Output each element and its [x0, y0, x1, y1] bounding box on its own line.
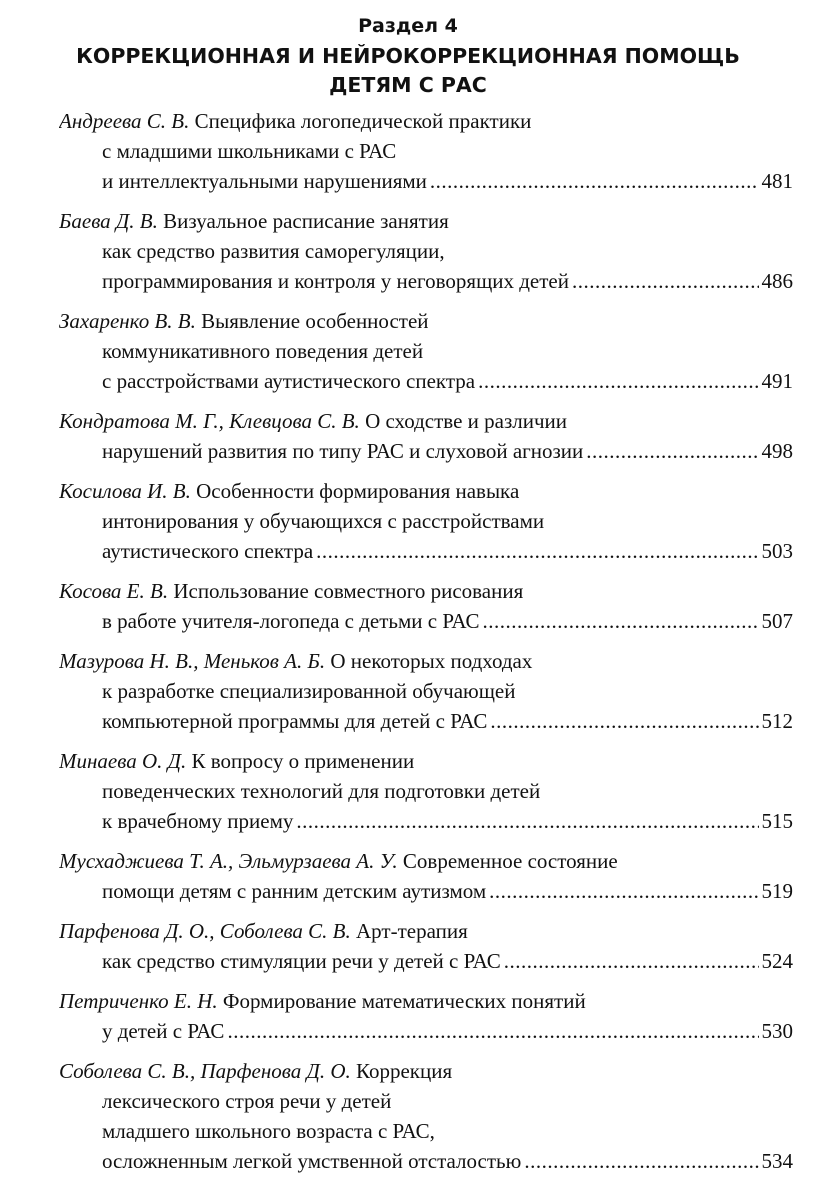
entry-authors: Мазурова Н. В., Меньков А. Б. [59, 649, 326, 673]
entry-authors: Минаева О. Д. [59, 749, 187, 773]
entry-page-number: 512 [761, 709, 793, 733]
entry-title-start: О некоторых подходах [330, 649, 533, 673]
entry-title-start: Визуальное расписание занятия [163, 209, 449, 233]
entry-title-line: лексического строя речи у детей [102, 1089, 392, 1113]
toc-entry-first-line [59, 106, 793, 136]
entry-authors: Парфенова Д. О., Соболева С. В. [59, 919, 351, 943]
entry-title-end: программирования и контроля у неговорящих детей [102, 269, 569, 293]
entry-title-start: Современное состояние [402, 849, 618, 873]
entry-title-line: поведенческих технологий для подготовки детей [102, 779, 541, 803]
entry-page-number: 519 [761, 879, 793, 903]
entry-page-number: 481 [761, 169, 793, 193]
dot-leader [586, 436, 758, 466]
toc-entry-last-line [59, 436, 793, 466]
entry-page-number: 530 [761, 1019, 793, 1043]
toc-entry-last-line [59, 266, 793, 296]
entry-title-start: К вопросу о применении [191, 749, 415, 773]
entry-title-start: О сходстве и различии [365, 409, 568, 433]
entry-authors: Петриченко Е. Н. [59, 989, 218, 1013]
entry-authors: Соболева С. В., Парфенова Д. О. [59, 1059, 351, 1083]
dot-leader [482, 606, 758, 636]
entry-authors: Косова Е. В. [59, 579, 169, 603]
entry-title-start: Особенности формирования навыка [196, 479, 520, 503]
entry-page-number: 534 [761, 1149, 793, 1173]
section-title-line-1: КОРРЕКЦИОННАЯ И НЕЙРОКОРРЕКЦИОННАЯ ПОМОЩЬ [76, 44, 740, 68]
dot-leader [572, 266, 759, 296]
dot-leader [478, 366, 758, 396]
entry-title-start: Арт-терапия [356, 919, 468, 943]
table-of-contents [59, 106, 793, 1186]
dot-leader [489, 876, 758, 906]
toc-entry-first-line [59, 1056, 793, 1086]
entry-title-end: к врачебному приему [102, 809, 294, 833]
toc-entry-last-line [59, 806, 793, 836]
entry-title-end: как средство стимуляции речи у детей с РАС [102, 949, 501, 973]
entry-title-start: Специфика логопедической практики [194, 109, 532, 133]
entry-title-end: и интеллектуальными нарушениями [102, 169, 427, 193]
entry-title-end: с расстройствами аутистического спектра [102, 369, 476, 393]
dot-leader [490, 706, 758, 736]
toc-entry [59, 846, 793, 906]
entry-title-end: аутистического спектра [102, 539, 314, 563]
toc-entry [59, 106, 793, 196]
toc-entry-first-line [59, 576, 793, 606]
entry-title-start: Формирование математических понятий [222, 989, 586, 1013]
toc-entry [59, 986, 793, 1046]
toc-entry-first-line [59, 746, 793, 776]
entry-title-end: помощи детям с ранним детским аутизмом [102, 879, 487, 903]
section-label: Раздел 4 [358, 15, 458, 37]
toc-entry [59, 476, 793, 566]
dot-leader [316, 536, 758, 566]
entry-page-number: 491 [761, 369, 793, 393]
entry-page-number: 498 [761, 439, 793, 463]
entry-title-end: нарушений развития по типу РАС и слуховой агнозии [102, 439, 584, 463]
toc-entry [59, 646, 793, 736]
toc-entry-last-line [59, 876, 793, 906]
dot-leader [524, 1146, 758, 1176]
entry-title-end: компьютерной программы для детей с РАС [102, 709, 488, 733]
entry-page-number: 524 [761, 949, 793, 973]
toc-entry [59, 916, 793, 976]
entry-title-line: младшего школьного возраста с РАС, [102, 1119, 435, 1143]
toc-entry-first-line [59, 986, 793, 1016]
toc-entry-last-line [59, 1146, 793, 1176]
entry-title-start: Выявление особенностей [201, 309, 429, 333]
toc-entry-last-line [59, 166, 793, 196]
toc-entry-first-line [59, 306, 793, 336]
entry-authors: Захаренко В. В. [59, 309, 196, 333]
toc-entry-first-line [59, 476, 793, 506]
entry-title-line: интонирования у обучающихся с расстройствами [102, 509, 545, 533]
entry-authors: Андреева С. В. [59, 109, 190, 133]
entry-title-start: Использование совместного рисования [173, 579, 524, 603]
dot-leader [296, 806, 758, 836]
entry-title-line: как средство развития саморегуляции, [102, 239, 445, 263]
toc-entry [59, 576, 793, 636]
toc-entry [59, 746, 793, 836]
entry-title-end: у детей с РАС [102, 1019, 225, 1043]
entry-page-number: 503 [761, 539, 793, 563]
toc-entry-first-line [59, 916, 793, 946]
entry-title-start: Коррекция [356, 1059, 453, 1083]
entry-page-number: 515 [761, 809, 793, 833]
toc-entry [59, 206, 793, 296]
dot-leader [227, 1016, 758, 1046]
toc-entry-last-line [59, 366, 793, 396]
dot-leader [504, 946, 759, 976]
toc-entry [59, 406, 793, 466]
entry-page-number: 507 [761, 609, 793, 633]
entry-page-number: 486 [761, 269, 793, 293]
toc-entry [59, 306, 793, 396]
toc-entry-last-line [59, 706, 793, 736]
toc-entry-last-line [59, 536, 793, 566]
toc-entry-first-line [59, 406, 793, 436]
entry-title-line: коммуникативного поведения детей [102, 339, 424, 363]
toc-entry-first-line [59, 846, 793, 876]
toc-entry-last-line [59, 946, 793, 976]
dot-leader [430, 166, 759, 196]
entry-title-end: осложненным легкой умственной отсталостью [102, 1149, 522, 1173]
entry-title-line: к разработке специализированной обучающей [102, 679, 516, 703]
section-title [30, 42, 786, 100]
toc-entry-first-line [59, 646, 793, 676]
entry-authors: Косилова И. В. [59, 479, 191, 503]
entry-title-end: в работе учителя-логопеда с детьми с РАС [102, 609, 480, 633]
toc-entry-last-line [59, 606, 793, 636]
entry-title-line: с младшими школьниками с РАС [102, 139, 397, 163]
section-title-line-2: ДЕТЯМ С РАС [329, 73, 487, 97]
toc-entry-first-line [59, 206, 793, 236]
entry-authors: Баева Д. В. [59, 209, 158, 233]
entry-authors: Мусхаджиева Т. А., Эльмурзаева А. У. [59, 849, 398, 873]
toc-entry [59, 1056, 793, 1176]
toc-entry-last-line [59, 1016, 793, 1046]
entry-authors: Кондратова М. Г., Клевцова С. В. [59, 409, 360, 433]
